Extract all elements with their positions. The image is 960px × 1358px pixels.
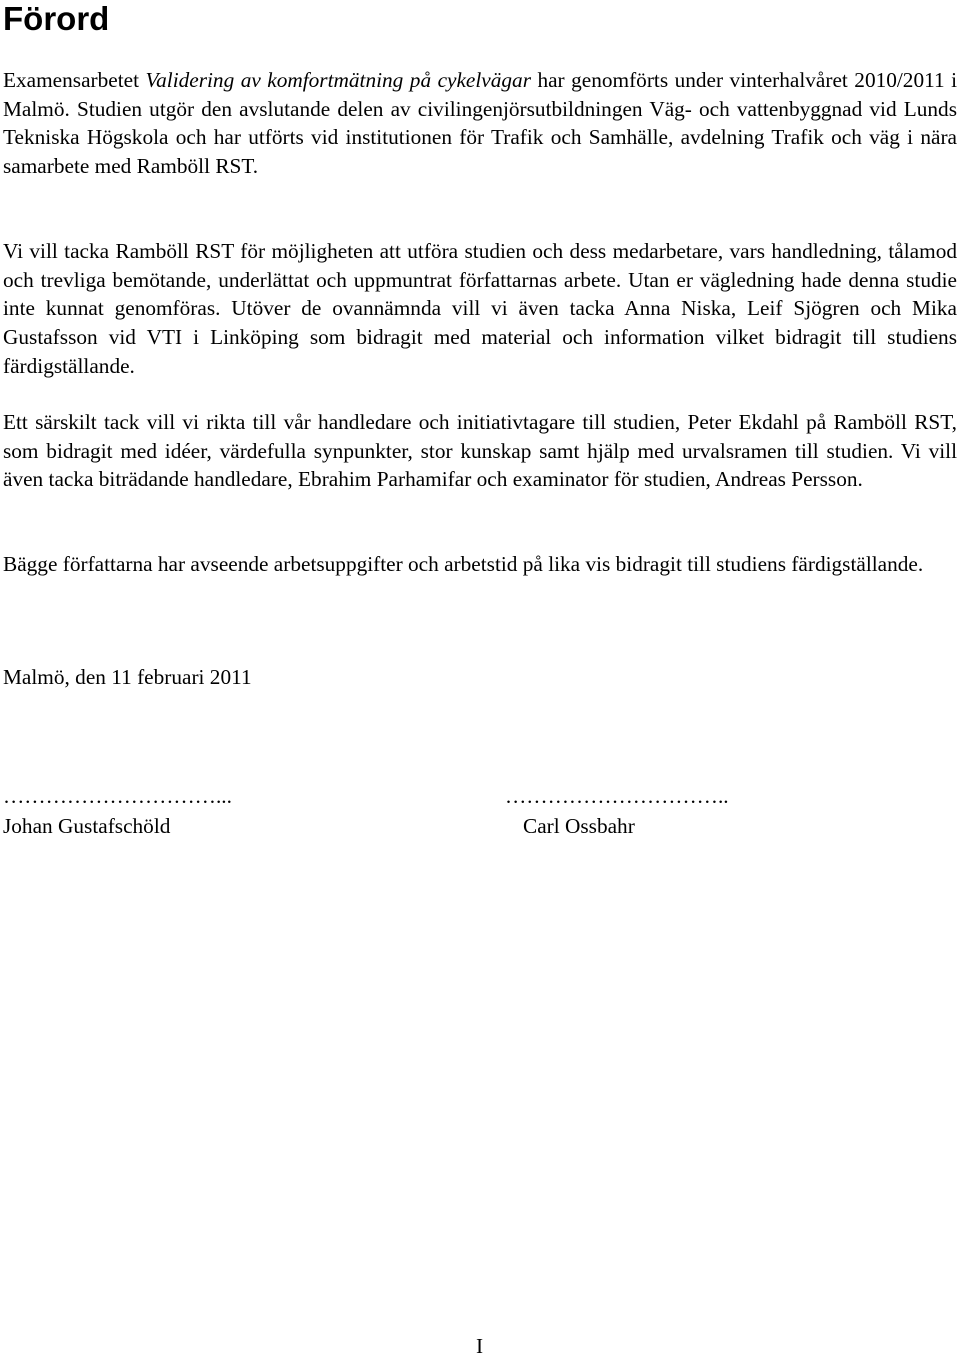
intro-text-before: Examensarbetet [3,68,146,92]
signature-line: …………………………... [3,784,232,808]
signature-name: Johan Gustafschöld [3,814,171,838]
signature-block-right [505,782,729,840]
paragraph-authors-contribution: Bägge författarna har avseende arbetsuppgifter och arbetstid på lika vis bidragit till studiens färdigställande. [3,552,924,576]
paragraph-intro [3,66,957,181]
signature-name: Carl Ossbahr [523,814,635,838]
paragraph-acknowledgement-supervisor: Ett särskilt tack vill vi rikta till vår handledare och initiativtagare till studien, Peter Ekdahl på Ramböll RST, som bidragit med idéer, värdefulla synpunkter, stor kunskap samt hjälp med urvalsramen till studien. Vi vill även tacka biträdande handledare, Ebrahim Parhamifar och examinator för studien, Andreas Persson. [3,410,957,492]
signature-block-left [3,782,232,840]
page-title: Förord [3,0,110,37]
page-number: I [476,1334,484,1358]
document-page [3,0,957,1358]
intro-text-after: har genomförts under vinterhalvåret 2010/2011 i Malmö. Studien utgör den avslutande delen av civilingenjörsutbildningen Väg- och vattenbyggnad vid Lunds Tekniska Högskola och har utförts vid institutionen för Trafik och Samhälle, avdelning Trafik och väg i nära samarbete med Ramböll RST. [3,68,957,179]
thesis-title: Validering av komfortmätning på cykelvägar [145,68,531,92]
place-and-date: Malmö, den 11 februari 2011 [3,665,252,689]
paragraph-acknowledgement-ramboll: Vi vill tacka Ramböll RST för möjligheten att utföra studien och dess medarbetare, vars handledning, tålamod och trevliga bemötande, underlättat och uppmuntrat författarnas arbete. Utan er vägledning hade denna studie inte kunnat genomföras. Utöver de ovannämnda vill vi även tacka Anna Niska, Leif Sjögren och Mika Gustafsson vid VTI i Linköping som bidragit med material och information vilket bidragit till studiens färdigställande. [3,239,957,378]
signature-line: ………………………….. [505,784,729,808]
